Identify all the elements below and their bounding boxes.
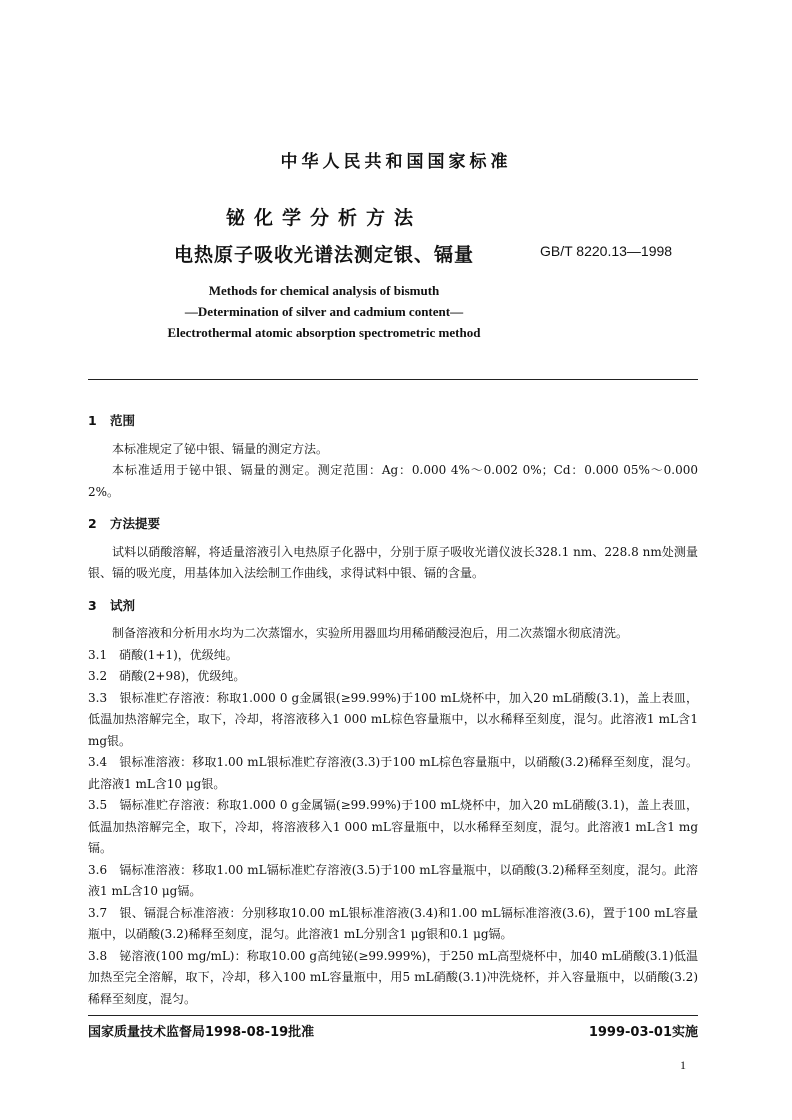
list-item: 3.8 铋溶液(100 mg/mL)：称取10.00 g高纯铋(≥99.999%)，于250 mL高型烧杯中，加40 mL硝酸(3.1)低温加热至完全溶解，取下，冷却，移入100 mL容量瓶中，用5 mL硝酸(3.1)冲洗烧杯，并入容量瓶中，以硝酸(3.2)稀释至刻度，混匀。 — [88, 948, 698, 1006]
standard-name: 中华人民共和国国家标准 — [280, 152, 512, 172]
page-number: 1 — [680, 1058, 686, 1072]
list-item: 3.7 银、镉混合标准溶液：分别移取10.00 mL银标准溶液(3.4)和1.00 mL镉标准溶液(3.6)，置于100 mL容量瓶中，以硝酸(3.2)稀释至刻度，混匀。此溶液1 mL分别含1 μg银和0.1 μg镉。 — [88, 905, 698, 941]
list-item: 3.3 银标准贮存溶液：称取1.000 0 g金属银(≥99.99%)于100 mL烧杯中，加入20 mL硝酸(3.1)，盖上表皿，低温加热溶解完全，取下，冷却，将溶液移入1 000 mL棕色容量瓶中，以水稀释至刻度，混匀。此溶液1 mL含1 mg银。 — [88, 690, 698, 748]
list-item: 3.6 镉标准溶液：移取1.00 mL镉标准贮存溶液(3.5)于100 mL容量瓶中，以硝酸(3.2)稀释至刻度，混匀。此溶液1 mL含10 μg镉。 — [88, 862, 698, 898]
document-body — [88, 410, 698, 1010]
english-title-line2: —Determination of silver and cadmium content— — [184, 304, 464, 319]
section-heading-2: 2 方法提要 — [88, 516, 161, 531]
list-item: 3.2 硝酸(2+98)，优级纯。 — [88, 669, 246, 683]
list-item: 3.5 镉标准贮存溶液：称取1.000 0 g金属镉(≥99.99%)于100 mL烧杯中，加入20 mL硝酸(3.1)，盖上表皿，低温加热溶解完全，取下，冷却，将溶液移入1 000 mL容量瓶中，以水稀释至刻度，混匀。此溶液1 mL含1 mg镉。 — [88, 798, 698, 855]
paragraph: 本标准规定了铋中银、镉量的测定方法。 — [112, 441, 329, 456]
paragraph: 本标准适用于铋中银、镉量的测定。测定范围：Ag：0.000 4%～0.002 0%；Cd：0.000 05%～0.000 2%。 — [88, 463, 698, 499]
list-item: 3.1 硝酸(1+1)，优级纯。 — [88, 647, 238, 662]
document-title-line1: 铋化学分析方法 — [225, 207, 422, 229]
paragraph: 制备溶液和分析用水均为二次蒸馏水，实验所用器皿均用稀硝酸浸泡后，用二次蒸馏水彻底清洗。 — [112, 626, 629, 640]
list-item: 3.4 银标准溶液：移取1.00 mL银标准贮存溶液(3.3)于100 mL棕色容量瓶中，以硝酸(3.2)稀释至刻度，混匀。此溶液1 mL含10 μg银。 — [88, 755, 698, 791]
paragraph: 试料以硝酸溶解，将适量溶液引入电热原子化器中，分别于原子吸收光谱仪波长328.1 nm、228.8 nm处测量银、镉的吸光度，用基体加入法绘制工作曲线，求得试料中银、镉的含量。 — [88, 544, 698, 580]
document-title-line2: 电热原子吸收光谱法测定银、镉量 — [173, 244, 474, 266]
english-title-line1: Methods for chemical analysis of bismuth — [208, 283, 440, 298]
approval-note: 国家质量技术监督局1998-08-19批准 — [88, 1025, 315, 1040]
english-title-line3: Electrothermal atomic absorption spectrometric method — [167, 325, 481, 340]
section-heading-3: 3 试剂 — [88, 597, 136, 613]
section-heading-1: 1 范围 — [88, 413, 136, 428]
header-divider — [88, 379, 698, 380]
footer-divider — [88, 1015, 698, 1016]
implementation-date: 1999-03-01实施 — [588, 1025, 698, 1040]
standard-code: GB/T 8220.13—1998 — [540, 243, 673, 259]
